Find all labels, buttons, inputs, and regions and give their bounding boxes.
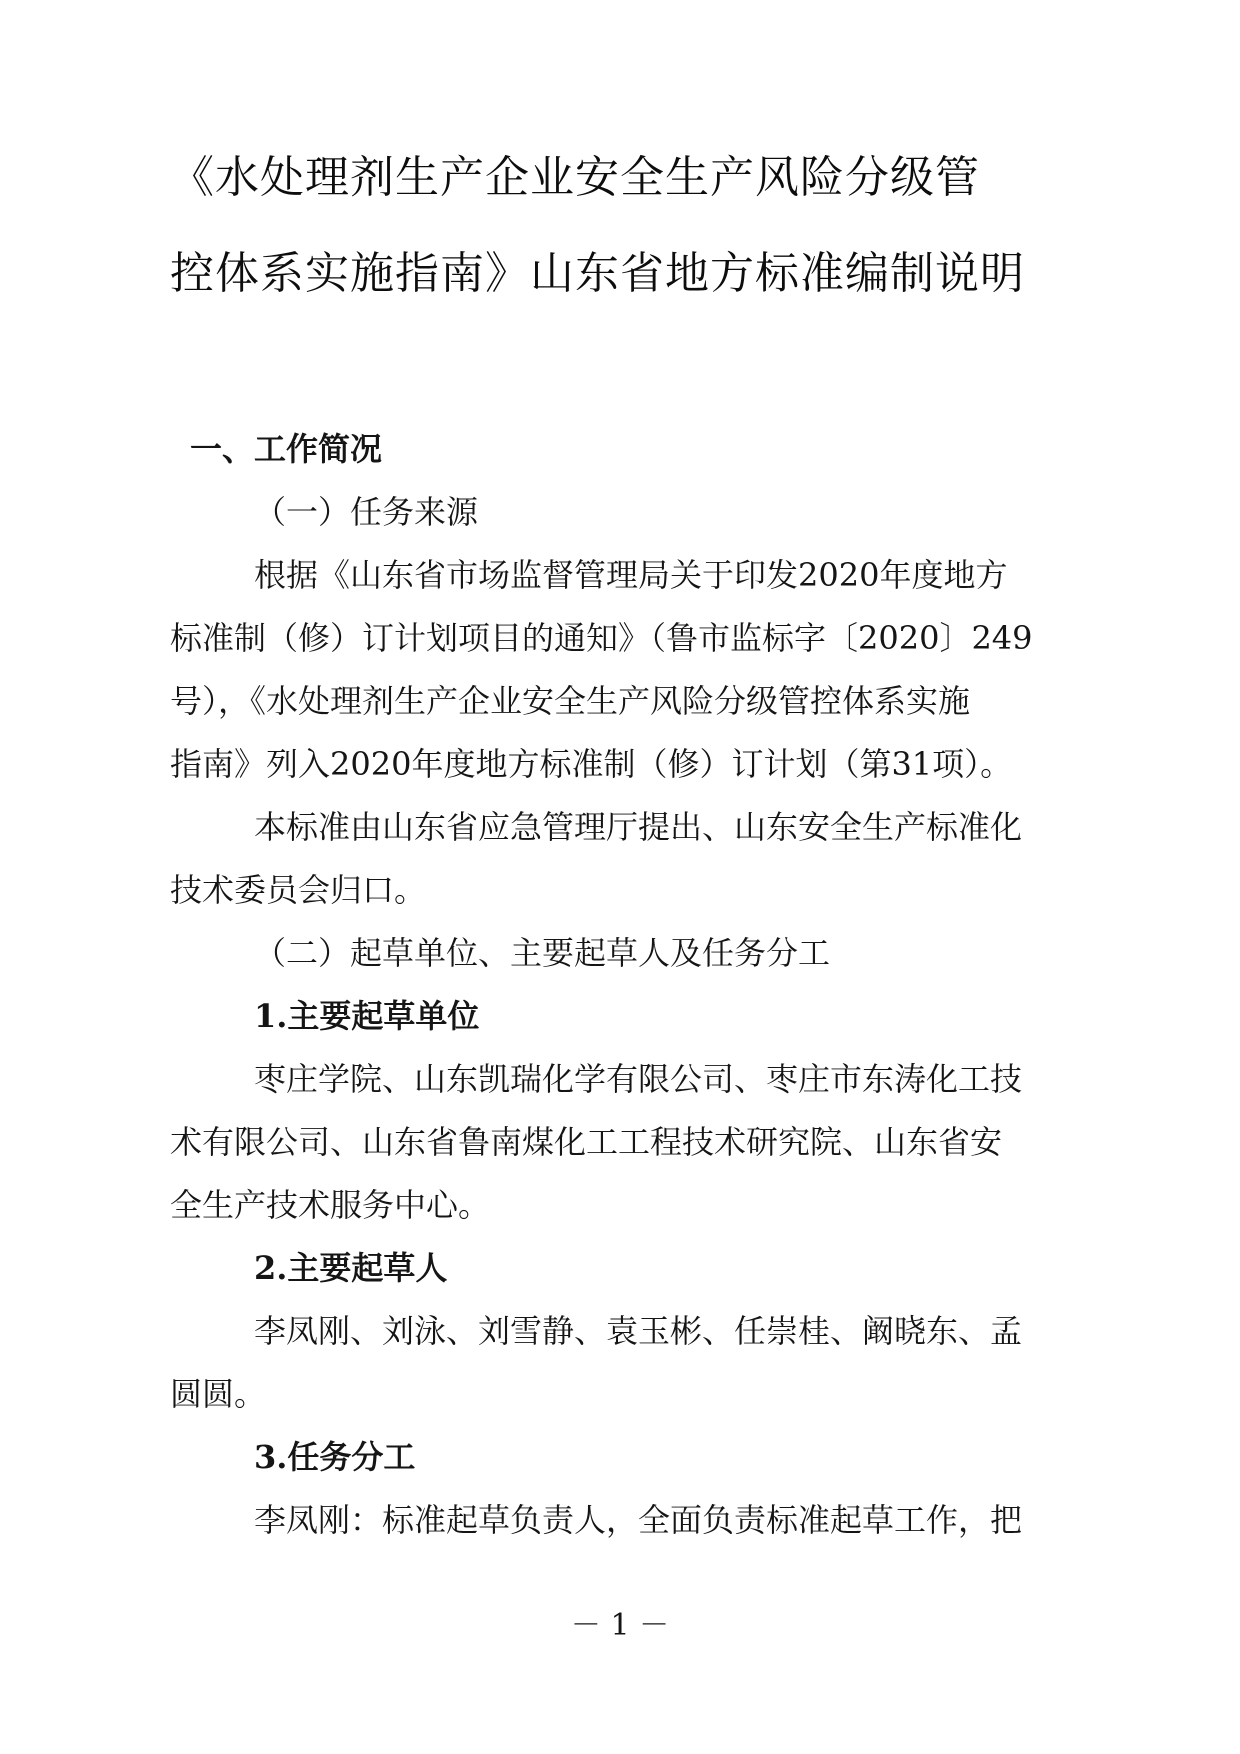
item-3-line-1: 李凤刚：标准起草负责人，全面负责标准起草工作，把 bbox=[254, 1501, 1023, 1539]
paragraph-1-line-4: 指南》列入2020年度地方标准制（修）订计划（第31项）。 bbox=[170, 745, 1013, 783]
item-1-line-3: 全生产技术服务中心。 bbox=[170, 1186, 491, 1224]
paragraph-2-line-2: 技术委员会归口。 bbox=[170, 871, 427, 909]
title-line-1: 《水处理剂生产企业安全生产风险分级管 bbox=[170, 152, 980, 203]
item-heading-main-drafters: 2.主要起草人 bbox=[254, 1249, 448, 1287]
title-line-2: 控体系实施指南》山东省地方标准编制说明 bbox=[170, 248, 1025, 299]
item-2-line-2: 圆圆。 bbox=[170, 1375, 267, 1413]
item-1-line-1: 枣庄学院、山东凯瑞化学有限公司、枣庄市东涛化工技 bbox=[254, 1060, 1023, 1098]
paragraph-2-line-1: 本标准由山东省应急管理厅提出、山东安全生产标准化 bbox=[254, 808, 1023, 846]
paragraph-1-line-3: 号），《水处理剂生产企业安全生产风险分级管控体系实施 bbox=[170, 682, 971, 720]
section-heading-work-overview: 一、工作简况 bbox=[190, 430, 383, 468]
document-title bbox=[170, 130, 1070, 322]
document-body bbox=[170, 418, 1042, 1552]
item-1-line-2: 术有限公司、山东省鲁南煤化工工程技术研究院、山东省安 bbox=[170, 1123, 1003, 1161]
page-number: － 1 － bbox=[570, 1608, 670, 1643]
item-2-line-1: 李凤刚、刘泳、刘雪静、袁玉彬、任崇桂、阚晓东、孟 bbox=[254, 1312, 1023, 1350]
paragraph-1-line-2: 标准制（修）订计划项目的通知》（鲁市监标字〔2020〕249 bbox=[170, 619, 1033, 657]
item-heading-task-division: 3.任务分工 bbox=[254, 1438, 416, 1476]
item-heading-main-drafting-units: 1.主要起草单位 bbox=[254, 997, 480, 1035]
subsection-heading-task-source: （一）任务来源 bbox=[254, 493, 479, 531]
paragraph-1-line-1: 根据《山东省市场监督管理局关于印发2020年度地方 bbox=[254, 556, 1008, 594]
subsection-heading-drafting-units: （二）起草单位、主要起草人及任务分工 bbox=[254, 934, 831, 972]
